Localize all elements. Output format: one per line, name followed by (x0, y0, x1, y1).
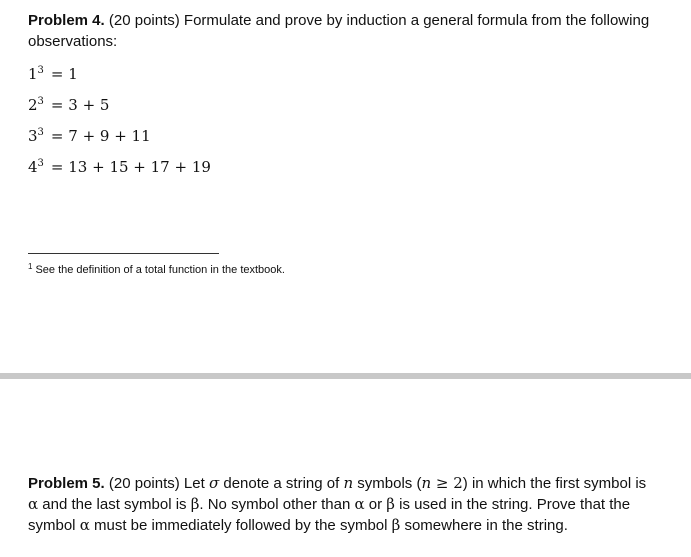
equation-2-exponent: 3 (37, 96, 44, 107)
problem-5-statement (28, 473, 658, 536)
equation-2-rhs: = 3 + 5 (50, 96, 110, 114)
problem-5-heading: Problem 5. (28, 475, 105, 492)
equation-3-base: 3 (28, 127, 38, 145)
problem-5-text-1: (20 points) Let (108, 475, 209, 492)
condition-rest: ≥ 2 (431, 474, 463, 492)
symbol-beta-2: β (386, 495, 395, 513)
problem-5-text-2: denote a string of (219, 475, 344, 492)
equation-3-rhs: = 7 + 9 + 11 (50, 127, 151, 145)
equation-2 (28, 95, 109, 115)
problem-5-text-8: is used in the string. Prove that the symbol (28, 496, 631, 534)
equation-3-exponent: 3 (37, 127, 44, 138)
symbol-beta-1: β (190, 495, 200, 513)
equation-2-base: 2 (28, 96, 38, 114)
symbol-alpha-3: α (79, 516, 90, 534)
problem-5-text-6: . No symbol other than (199, 496, 355, 513)
equation-1-rhs: = 1 (50, 65, 78, 83)
problem-5-text-7: or (364, 496, 387, 513)
problem-5-text-3: symbols ( (353, 475, 422, 492)
footnote-divider (28, 253, 219, 254)
problem-4-statement (28, 10, 658, 52)
symbol-n: n (343, 474, 354, 492)
equation-1-base: 1 (28, 65, 38, 83)
equation-4-rhs: = 13 + 15 + 17 + 19 (50, 158, 211, 176)
problem-4-heading: Problem 4. (28, 12, 105, 29)
equation-3 (28, 126, 151, 146)
problem-5-text-10: somewhere in the string. (400, 517, 568, 534)
footnote-text: See the definition of a total function in the textbook. (35, 264, 285, 276)
symbol-alpha-2: α (354, 495, 365, 513)
symbol-alpha-1: α (28, 495, 39, 513)
symbol-sigma: σ (208, 474, 220, 492)
problem-4-text: (20 points) Formulate and prove by induction a general formula from the following observations: (28, 12, 650, 50)
footnote (28, 263, 285, 277)
equation-4-exponent: 3 (37, 158, 44, 169)
equation-4 (28, 157, 211, 177)
equation-1-exponent: 3 (37, 65, 44, 76)
condition-n: n (421, 474, 432, 492)
footnote-marker: 1 (28, 262, 33, 271)
problem-5-text-5: and the last symbol is (38, 496, 191, 513)
equation-4-base: 4 (28, 158, 38, 176)
equation-1 (28, 64, 78, 84)
problem-5-text-9: must be immediately followed by the symbol (89, 517, 392, 534)
symbol-beta-3: β (391, 516, 401, 534)
problem-5-text-4: ) in which the first symbol is (462, 475, 647, 492)
